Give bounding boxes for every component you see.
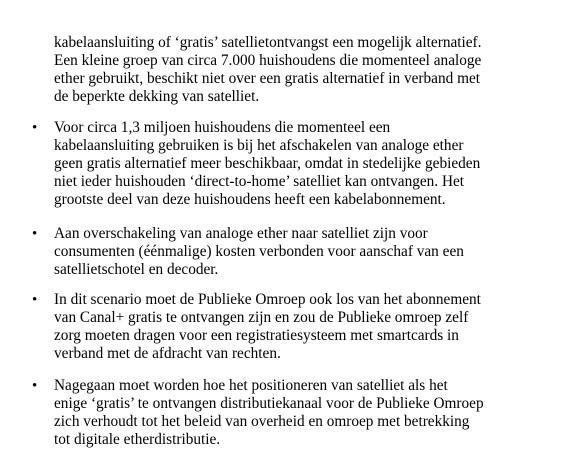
text-line: In dit scenario moet de Publieke Omroep ook los van het abonnement bbox=[54, 291, 481, 308]
text-line: Nagegaan moet worden hoe het positioneren van satelliet als het bbox=[54, 377, 448, 394]
text-line: niet ieder huishouden ‘direct-to-home’ satelliet kan ontvangen. Het bbox=[54, 173, 465, 190]
text-line: grootste deel van deze huishoudens heeft een kabelabonnement. bbox=[54, 191, 446, 208]
text-line: geen gratis alternatief meer beschikbaar, omdat in stedelijke gebieden bbox=[54, 155, 481, 172]
text-line: van Canal+ gratis te ontvangen zijn en zou de Publieke omroep zelf bbox=[54, 309, 469, 326]
text-line: kabelaansluiting of ‘gratis’ satellietontvangst een mogelijk alternatief. bbox=[54, 34, 482, 51]
text-line: tot digitale etherdistributie. bbox=[54, 431, 221, 448]
bullet-icon: • bbox=[32, 378, 38, 394]
text-line: Voor circa 1,3 miljoen huishoudens die momenteel een bbox=[54, 119, 391, 136]
bullet-text bbox=[54, 377, 569, 449]
bullet-text bbox=[54, 119, 569, 209]
text-line: consumenten (éénmalige) kosten verbonden voor aanschaf van een bbox=[54, 243, 464, 260]
text-line: ether gebruikt, beschikt niet over een gratis alternatief in verband met bbox=[54, 70, 481, 87]
bullet-icon: • bbox=[32, 120, 38, 136]
bullet-icon: • bbox=[32, 226, 38, 242]
intro-paragraph bbox=[54, 34, 569, 106]
bullet-text bbox=[54, 291, 569, 363]
text-line: de beperkte dekking van satelliet. bbox=[54, 88, 260, 105]
text-line: enige ‘gratis’ te ontvangen distributiekanaal voor de Publieke Omroep bbox=[54, 395, 484, 412]
text-line: kabelaansluiting gebruiken is bij het afschakelen van analoge ether bbox=[54, 137, 464, 154]
bullet-icon: • bbox=[32, 292, 38, 308]
text-line: zorg moeten dragen voor een registratiesysteem met smartcards in bbox=[54, 327, 459, 344]
text-line: satellietschotel en decoder. bbox=[54, 261, 219, 278]
text-line: Een kleine groep van circa 7.000 huishoudens die momenteel analoge bbox=[54, 52, 482, 69]
text-line: verband met de afdracht van rechten. bbox=[54, 345, 281, 362]
text-line: zich verhoudt tot het beleid van overheid en omroep met betrekking bbox=[54, 413, 470, 430]
bullet-text bbox=[54, 225, 569, 279]
text-line: Aan overschakeling van analoge ether naar satelliet zijn voor bbox=[54, 225, 428, 242]
